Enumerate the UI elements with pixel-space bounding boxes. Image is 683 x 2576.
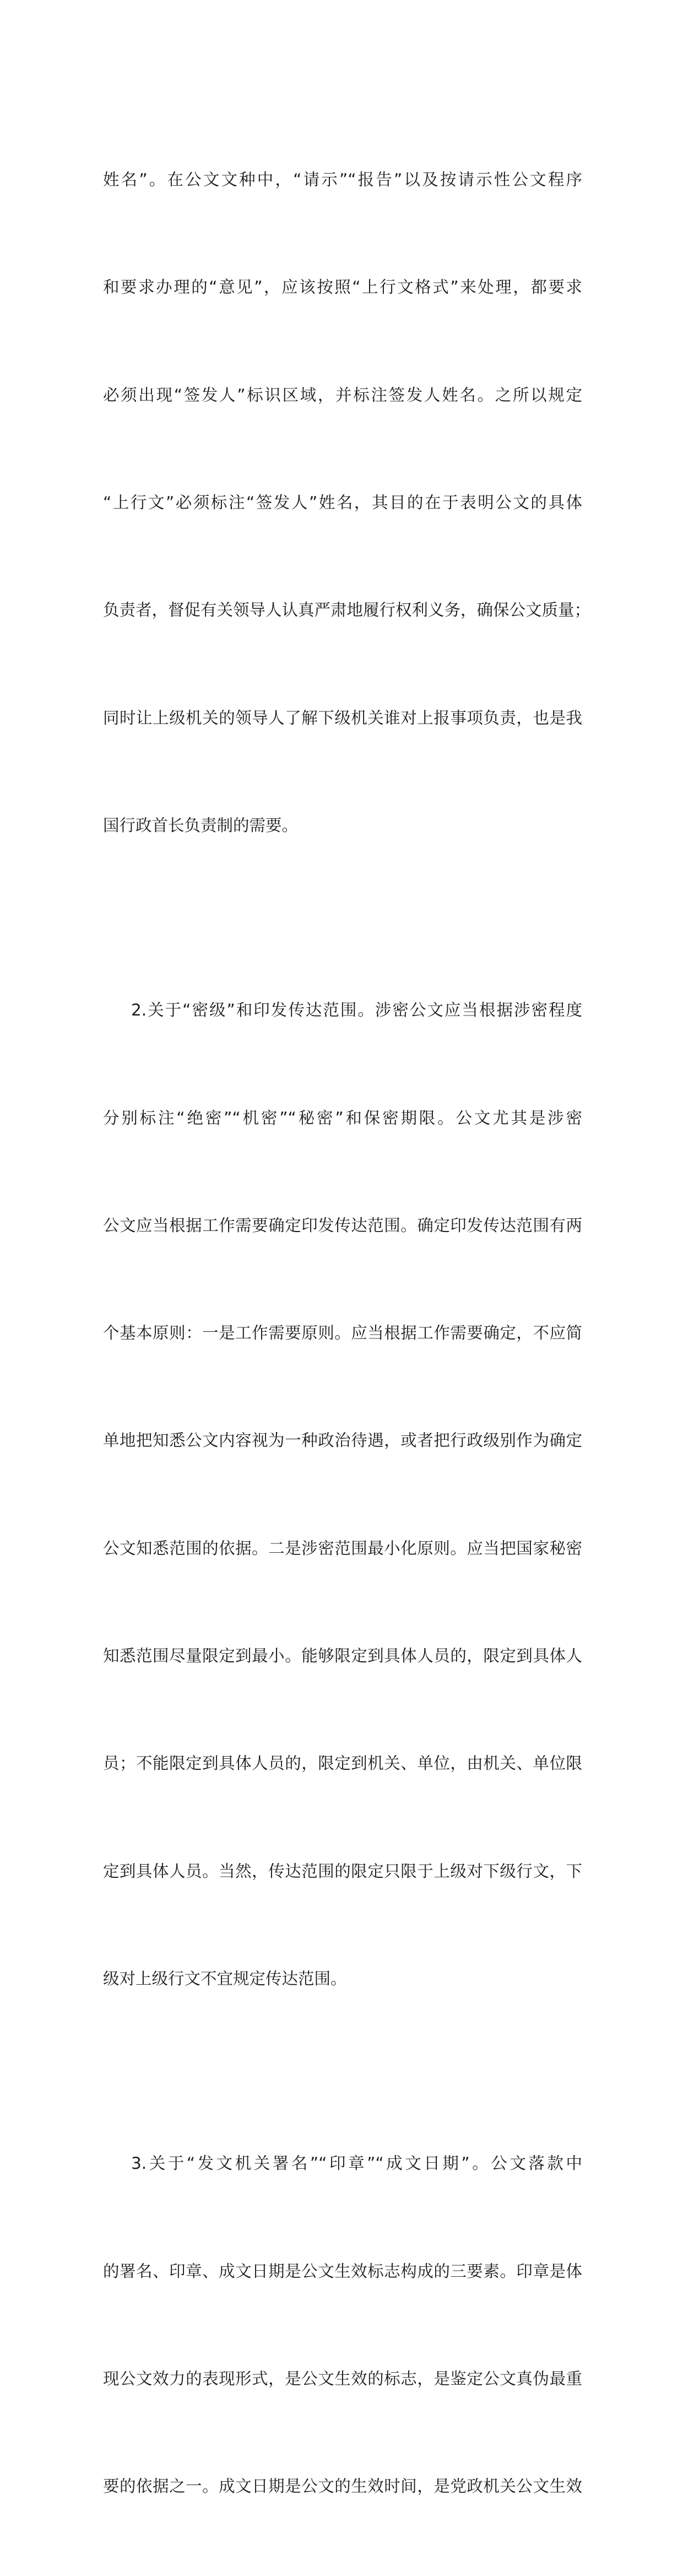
text-line: 个基本原则：一是工作需要原则。应当根据工作需要确定，不应简 (103, 1324, 582, 1343)
text-line: 现公文效力的表现形式，是公文生效的标志，是鉴定公文真伪最重 (103, 2369, 582, 2388)
text-line: 公文知悉范围的依据。二是涉密范围最小化原则。应当把国家秘密 (103, 1538, 582, 1558)
text-line: 级对上级行文不宜规定传达范围。 (103, 1969, 347, 1988)
text-line: 和要求办理的“意见”，应该按照“上行文格式”来处理，都要求 (103, 278, 582, 297)
text-line: 要的依据之一。成文日期是公文的生效时间，是党政机关公文生效 (103, 2477, 582, 2496)
text-line: 单地把知悉公文内容视为一种政治待遇，或者把行政级别作为确定 (103, 1431, 582, 1450)
text-line: 必须出现“签发人”标识区域，并标注签发人姓名。之所以规定 (103, 385, 582, 404)
text-line: 国行政首长负责制的需要。 (103, 816, 299, 835)
text-line: 公文应当根据工作需要确定印发传达范围。确定印发传达范围有两 (103, 1216, 582, 1235)
paragraph-2-classification (103, 921, 582, 2069)
text-line: “上行文”必须标注“签发人”姓名，其目的在于表明公文的具体 (103, 493, 582, 512)
paragraph-3-signature (103, 2074, 582, 2576)
body-text (103, 90, 591, 2576)
text-line: 的署名、印章、成文日期是公文生效标志构成的三要素。印章是体 (103, 2261, 582, 2281)
text-line: 员；不能限定到具体人员的，限定到机关、单位，由机关、单位限 (103, 1754, 582, 1773)
text-line: 2.关于“密级”和印发传达范围。涉密公文应当根据涉密程度 (131, 1001, 582, 1020)
text-line: 姓名”。在公文文种中，“请示”“报告”以及按请示性公文程序 (103, 170, 582, 190)
text-line: 3.关于“发文机关署名”“印章”“成文日期”。公文落款中 (131, 2154, 582, 2173)
paragraph-continuation (103, 90, 591, 915)
text-line: 定到具体人员。当然，传达范围的限定只限于上级对下级行文，下 (103, 1861, 582, 1881)
text-line: 负责者，督促有关领导人认真严肃地履行权利义务，确保公文质量； (103, 601, 591, 620)
text-line: 分别标注“绝密”“机密”“秘密”和保密期限。公文尤其是涉密 (103, 1108, 582, 1127)
text-line: 同时让上级机关的领导人了解下级机关谁对上报事项负责，也是我 (103, 708, 582, 727)
text-line: 知悉范围尽量限定到最小。能够限定到具体人员的，限定到具体人 (103, 1646, 582, 1666)
